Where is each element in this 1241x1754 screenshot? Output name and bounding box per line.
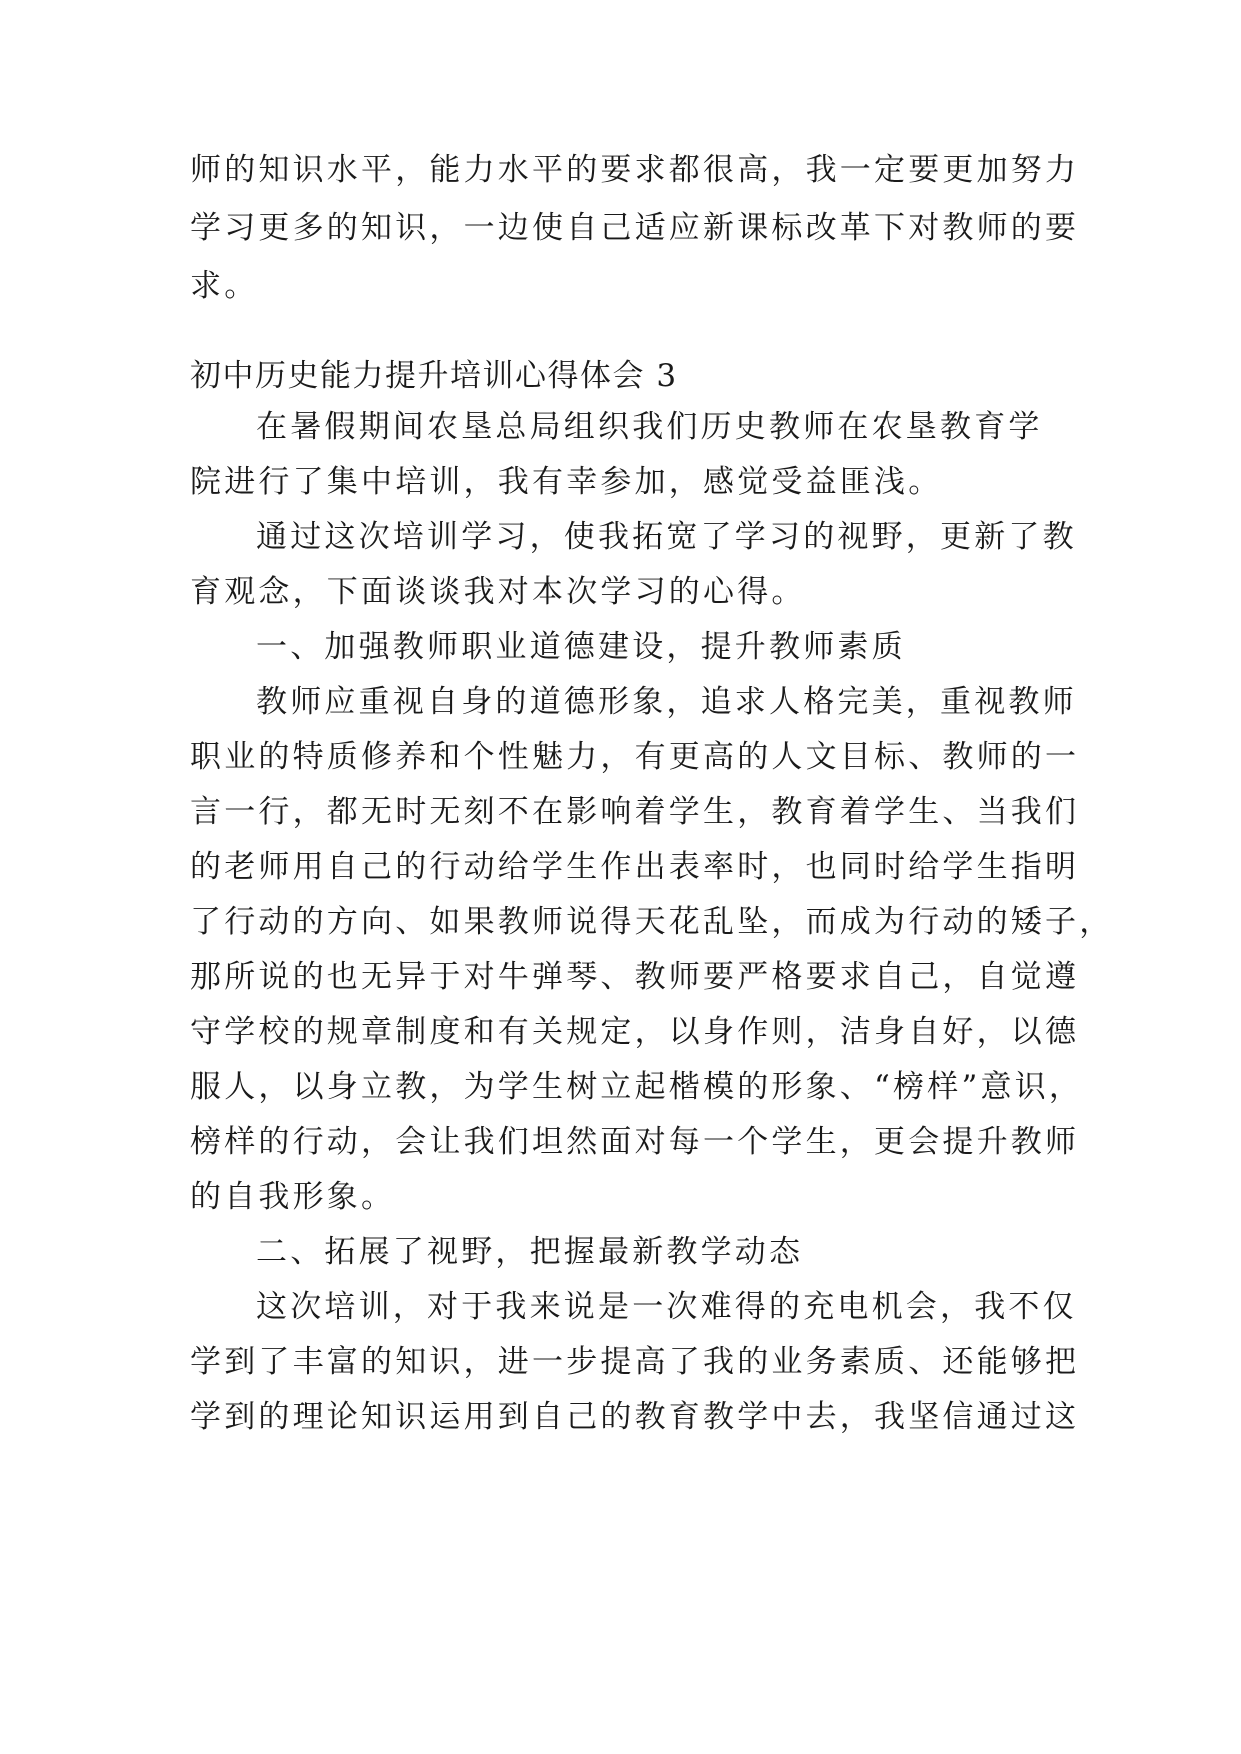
paragraph-line: 这次培训，对于我来说是一次难得的充电机会，我不仅 bbox=[256, 1289, 1077, 1325]
paragraph-line: 学到了丰富的知识，进一步提高了我的业务素质、还能够把 bbox=[190, 1344, 1080, 1380]
paragraph-line: 的老师用自己的行动给学生作出表率时，也同时给学生指明 bbox=[190, 849, 1080, 885]
paragraph-line: 求。 bbox=[190, 268, 259, 304]
paragraph-line: 教师应重视自身的道德形象，追求人格完美，重视教师 bbox=[256, 684, 1077, 720]
paragraph-line: 的自我形象。 bbox=[190, 1179, 396, 1215]
subheading: 一、加强教师职业道德建设，提升教师素质 bbox=[256, 629, 906, 665]
paragraph-line: 学到的理论知识运用到自己的教育教学中去，我坚信通过这 bbox=[190, 1399, 1080, 1435]
paragraph-line: 榜样的行动，会让我们坦然面对每一个学生，更会提升教师 bbox=[190, 1124, 1080, 1160]
section-title: 初中历史能力提升培训心得体会 3 bbox=[190, 358, 678, 394]
paragraph-line: 师的知识水平，能力水平的要求都很高，我一定要更加努力 bbox=[190, 152, 1080, 188]
paragraph-line: 职业的特质修养和个性魅力，有更高的人文目标、教师的一 bbox=[190, 739, 1080, 775]
paragraph-line: 言一行，都无时无刻不在影响着学生，教育着学生、当我们 bbox=[190, 794, 1080, 830]
paragraph-line: 育观念，下面谈谈我对本次学习的心得。 bbox=[190, 574, 806, 610]
paragraph-line: 通过这次培训学习，使我拓宽了学习的视野，更新了教 bbox=[256, 519, 1077, 555]
paragraph-line: 在暑假期间农垦总局组织我们历史教师在农垦教育学 bbox=[256, 409, 1043, 445]
paragraph-line: 服人，以身立教，为学生树立起楷模的形象、“榜样”意识， bbox=[190, 1069, 1084, 1105]
subheading: 二、拓展了视野，把握最新教学动态 bbox=[256, 1234, 804, 1270]
paragraph-line: 那所说的也无异于对牛弹琴、教师要严格要求自己，自觉遵 bbox=[190, 959, 1080, 995]
paragraph-line: 学习更多的知识，一边使自己适应新课标改革下对教师的要 bbox=[190, 210, 1080, 246]
paragraph-line: 守学校的规章制度和有关规定，以身作则，洁身自好，以德 bbox=[190, 1014, 1080, 1050]
paragraph-line: 了行动的方向、如果教师说得天花乱坠，而成为行动的矮子， bbox=[190, 904, 1114, 940]
paragraph-line: 院进行了集中培训，我有幸参加，感觉受益匪浅。 bbox=[190, 464, 943, 500]
